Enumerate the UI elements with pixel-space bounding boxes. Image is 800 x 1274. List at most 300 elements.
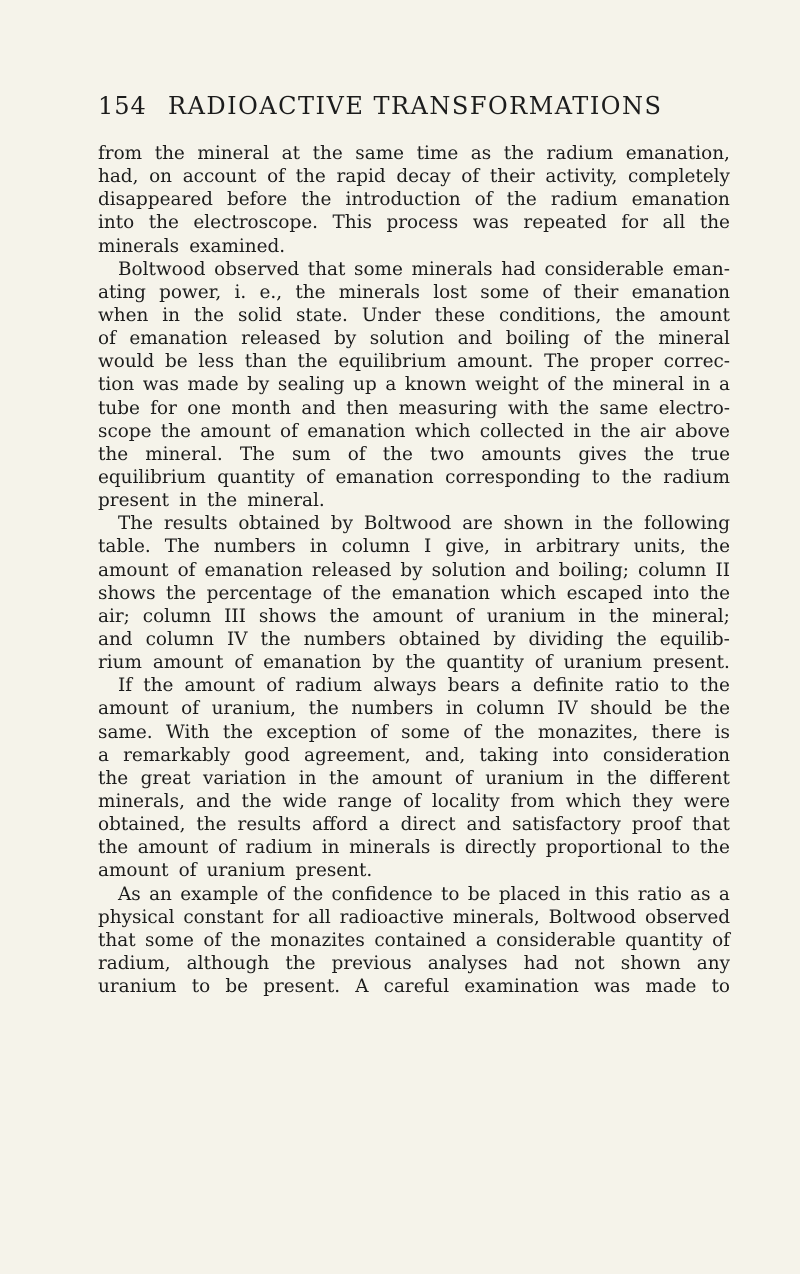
word: eman- bbox=[672, 258, 730, 280]
word: was bbox=[472, 212, 509, 234]
word: the bbox=[230, 929, 261, 951]
word: which bbox=[414, 420, 471, 442]
word: e., bbox=[259, 281, 283, 303]
word: considerable bbox=[496, 929, 616, 951]
word: proportional bbox=[545, 837, 663, 859]
text-line bbox=[98, 674, 730, 697]
word: for bbox=[621, 212, 648, 234]
word: the bbox=[143, 675, 174, 697]
word: the bbox=[559, 397, 590, 419]
word: uranium bbox=[206, 860, 286, 882]
word: from bbox=[510, 790, 555, 812]
word: would bbox=[98, 351, 155, 373]
word: emanation, bbox=[625, 143, 730, 164]
word: of bbox=[534, 652, 553, 674]
page-number: 154 bbox=[98, 92, 147, 120]
word: the bbox=[308, 698, 339, 720]
text-line bbox=[98, 165, 730, 188]
word: column bbox=[341, 536, 410, 558]
word: correc- bbox=[663, 351, 730, 373]
word: minerals, bbox=[452, 906, 540, 928]
word: some bbox=[354, 258, 403, 280]
word: radium bbox=[245, 837, 313, 859]
word: in bbox=[573, 420, 592, 442]
text-line bbox=[98, 790, 730, 813]
word: afford bbox=[312, 814, 368, 836]
word: previous bbox=[331, 952, 412, 974]
word: i. bbox=[234, 281, 247, 303]
word: quantity bbox=[217, 466, 295, 488]
text-line bbox=[98, 373, 730, 396]
word: different bbox=[649, 767, 730, 789]
word: satisfactory bbox=[512, 814, 621, 836]
word: ating bbox=[98, 281, 146, 303]
word: of bbox=[280, 420, 298, 442]
word: solution bbox=[431, 559, 507, 581]
word: following bbox=[644, 513, 730, 535]
word: mineral bbox=[612, 374, 685, 396]
text-line bbox=[98, 721, 730, 744]
word: is bbox=[714, 721, 730, 743]
word: in bbox=[321, 837, 340, 859]
word: is bbox=[439, 837, 456, 859]
word: sum bbox=[291, 443, 331, 465]
word: emanation bbox=[204, 559, 303, 581]
text-line bbox=[98, 744, 730, 767]
text-line bbox=[98, 651, 730, 674]
word: activity, bbox=[545, 166, 618, 188]
word: present. bbox=[295, 860, 373, 882]
word: monazites, bbox=[537, 721, 639, 743]
word: amount bbox=[137, 837, 209, 859]
running-title: RADIOACTIVE TRANSFORMATIONS bbox=[168, 92, 663, 120]
word: the bbox=[196, 814, 227, 836]
word: considerable bbox=[544, 258, 664, 280]
word: the bbox=[405, 652, 436, 674]
word: in bbox=[504, 536, 522, 558]
word: less bbox=[198, 351, 235, 373]
word: all bbox=[662, 212, 686, 234]
word: amount bbox=[372, 605, 443, 627]
word: of bbox=[306, 466, 325, 488]
word: If bbox=[118, 675, 133, 697]
word: which bbox=[500, 582, 557, 604]
word: and bbox=[301, 397, 336, 419]
word: to bbox=[591, 466, 611, 488]
word: IV bbox=[557, 698, 578, 720]
word: of bbox=[547, 374, 566, 396]
word: minerals bbox=[411, 258, 493, 280]
text-line bbox=[98, 975, 730, 998]
word: this bbox=[594, 883, 630, 905]
word: introduction bbox=[345, 189, 461, 211]
word: taking bbox=[479, 744, 539, 766]
word: rapid bbox=[336, 166, 386, 188]
text-line bbox=[98, 952, 730, 975]
word: the bbox=[98, 767, 129, 789]
word: consideration bbox=[602, 744, 730, 766]
word: amount. bbox=[456, 351, 534, 373]
word: of bbox=[474, 189, 493, 211]
word: dividing bbox=[528, 628, 604, 650]
word: placed bbox=[498, 883, 561, 905]
word: quantity bbox=[625, 929, 703, 951]
word: into bbox=[653, 582, 690, 604]
word: above bbox=[674, 420, 730, 442]
word: of bbox=[403, 790, 421, 812]
word: IV bbox=[226, 628, 248, 650]
word: account bbox=[182, 166, 257, 188]
word: of bbox=[712, 929, 730, 951]
word: the bbox=[241, 790, 272, 812]
word: repeated bbox=[523, 212, 607, 234]
word: were bbox=[683, 790, 730, 812]
word: emanation bbox=[631, 281, 730, 303]
word: boiling; bbox=[558, 559, 629, 581]
word: table. bbox=[98, 536, 151, 558]
word: minerals bbox=[98, 235, 180, 257]
text-line bbox=[98, 929, 730, 952]
text-line bbox=[98, 605, 730, 628]
word: measuring bbox=[398, 397, 498, 419]
word: up bbox=[353, 374, 377, 396]
word: emanation bbox=[391, 582, 490, 604]
word: a bbox=[378, 814, 390, 836]
word: Boltwood bbox=[118, 258, 206, 280]
text-line bbox=[98, 188, 730, 211]
text-line bbox=[98, 559, 730, 582]
word: contained bbox=[374, 929, 467, 951]
word: amount bbox=[659, 304, 730, 326]
word: Boltwood bbox=[548, 906, 637, 928]
word: these bbox=[434, 304, 486, 326]
word: two bbox=[429, 443, 465, 465]
text-line bbox=[98, 466, 730, 489]
word: the bbox=[614, 328, 645, 350]
word: The bbox=[544, 351, 580, 373]
word: column bbox=[142, 605, 212, 627]
word: The bbox=[118, 513, 153, 535]
word: shows bbox=[98, 582, 156, 604]
word: the bbox=[699, 837, 730, 859]
word: results bbox=[237, 814, 302, 836]
word: of bbox=[347, 443, 366, 465]
word: shows bbox=[258, 605, 317, 627]
word: radium bbox=[663, 466, 730, 488]
word: from bbox=[98, 143, 143, 164]
word: by bbox=[400, 559, 423, 581]
text-line bbox=[98, 535, 730, 558]
word: the bbox=[154, 143, 185, 164]
word: good bbox=[244, 744, 290, 766]
word: agreement, bbox=[304, 744, 411, 766]
word: minerals, bbox=[98, 790, 185, 812]
word: uranium, bbox=[211, 698, 297, 720]
word: on bbox=[149, 166, 173, 188]
word: directly bbox=[464, 837, 537, 859]
word: proof bbox=[631, 814, 682, 836]
word: column bbox=[476, 698, 545, 720]
word: in bbox=[179, 490, 197, 512]
word: solid bbox=[238, 304, 283, 326]
word: of bbox=[267, 166, 285, 188]
word: mineral; bbox=[652, 605, 730, 627]
word: to bbox=[670, 675, 689, 697]
word: units, bbox=[633, 536, 686, 558]
text-line bbox=[98, 235, 730, 258]
word: of bbox=[177, 559, 196, 581]
word: definite bbox=[532, 675, 604, 697]
word: sealing bbox=[277, 374, 345, 396]
word: observed bbox=[214, 258, 300, 280]
word: radium bbox=[546, 143, 614, 164]
word: same bbox=[599, 397, 649, 419]
word: boiling bbox=[505, 328, 570, 350]
word: any bbox=[696, 952, 730, 974]
word: and bbox=[457, 328, 493, 350]
word: the bbox=[616, 628, 647, 650]
word: obtained, bbox=[98, 814, 186, 836]
word: in bbox=[162, 304, 180, 326]
word: in bbox=[576, 767, 595, 789]
word: the bbox=[260, 628, 291, 650]
word: they bbox=[632, 790, 673, 812]
word: of bbox=[234, 652, 253, 674]
text-line bbox=[98, 512, 730, 535]
word: uranium bbox=[563, 652, 643, 674]
word: of bbox=[369, 721, 388, 743]
word: time bbox=[416, 143, 459, 164]
word: radioactive bbox=[339, 906, 444, 928]
word: the bbox=[600, 420, 631, 442]
word: radium bbox=[550, 189, 618, 211]
word: percentage bbox=[206, 582, 313, 604]
word: numbers bbox=[351, 698, 434, 720]
word: known bbox=[404, 374, 467, 396]
word: released bbox=[241, 328, 321, 350]
word: the bbox=[699, 582, 730, 604]
word: as bbox=[690, 883, 711, 905]
word: emanation bbox=[307, 420, 406, 442]
word: escaped bbox=[566, 582, 643, 604]
word: the bbox=[329, 605, 360, 627]
word: amount bbox=[200, 420, 271, 442]
word: a bbox=[718, 374, 730, 396]
word: a bbox=[718, 883, 730, 905]
word: the bbox=[573, 374, 604, 396]
text-line bbox=[98, 628, 730, 651]
word: to bbox=[441, 883, 460, 905]
word: the bbox=[295, 166, 326, 188]
word: are bbox=[462, 513, 493, 535]
text-line bbox=[98, 281, 730, 304]
word: same bbox=[355, 143, 405, 164]
word: month bbox=[231, 397, 292, 419]
word: As bbox=[118, 883, 141, 905]
word: equilibrium bbox=[98, 466, 206, 488]
word: scope bbox=[98, 420, 152, 442]
word: numbers bbox=[213, 536, 296, 558]
word: completely bbox=[628, 166, 730, 188]
word: remarkably bbox=[123, 744, 231, 766]
word: which bbox=[565, 790, 622, 812]
word: column bbox=[638, 559, 707, 581]
word: rium bbox=[98, 652, 142, 674]
word: amount bbox=[98, 559, 169, 581]
word: some bbox=[145, 929, 194, 951]
word: present. bbox=[653, 652, 730, 674]
word: ratio bbox=[637, 883, 682, 905]
word: in bbox=[309, 536, 328, 558]
word: amounts bbox=[481, 443, 562, 465]
word: some bbox=[401, 721, 450, 743]
word: amount bbox=[371, 767, 443, 789]
word: solution bbox=[369, 328, 445, 350]
word: amount bbox=[98, 698, 169, 720]
word: at bbox=[281, 143, 301, 164]
text-line bbox=[98, 304, 730, 327]
word: careful bbox=[383, 976, 450, 998]
word: to bbox=[191, 976, 211, 998]
word: the bbox=[193, 304, 225, 326]
word: a bbox=[385, 374, 397, 396]
word: by bbox=[334, 328, 357, 350]
word: shown bbox=[503, 513, 564, 535]
word: With bbox=[165, 721, 210, 743]
word: one bbox=[187, 397, 222, 419]
word: bears bbox=[447, 675, 500, 697]
word: same. bbox=[98, 721, 153, 743]
word: of bbox=[178, 860, 197, 882]
word: in bbox=[445, 698, 464, 720]
word: minerals bbox=[349, 837, 431, 859]
word: lost bbox=[433, 281, 467, 303]
word: constant bbox=[183, 906, 264, 928]
word: with bbox=[507, 397, 549, 419]
word: in bbox=[568, 883, 587, 905]
word: had bbox=[501, 258, 536, 280]
word: had, bbox=[98, 166, 139, 188]
word: present bbox=[98, 490, 170, 512]
word: confidence bbox=[331, 883, 433, 905]
word: weight bbox=[475, 374, 539, 396]
word: by bbox=[372, 652, 395, 674]
word: exception bbox=[266, 721, 357, 743]
word: disappeared bbox=[98, 189, 213, 211]
word: the bbox=[148, 212, 179, 234]
word: of bbox=[98, 328, 116, 350]
word: the bbox=[494, 721, 525, 743]
word: amount bbox=[152, 652, 224, 674]
word: emanation bbox=[335, 466, 434, 488]
word: by bbox=[330, 513, 353, 535]
word: the bbox=[329, 767, 360, 789]
word: be bbox=[664, 698, 688, 720]
word: of bbox=[181, 698, 200, 720]
word: arbitrary bbox=[535, 536, 620, 558]
word: the bbox=[295, 281, 326, 303]
word: the bbox=[382, 443, 413, 465]
word: made bbox=[645, 976, 697, 998]
word: obtained bbox=[238, 513, 320, 535]
word: in bbox=[298, 767, 317, 789]
word: process bbox=[386, 212, 459, 234]
word: and bbox=[515, 559, 550, 581]
word: monazites bbox=[270, 929, 365, 951]
word: tube bbox=[98, 397, 140, 419]
word: numbers bbox=[303, 628, 386, 650]
word: the bbox=[98, 837, 129, 859]
word: of bbox=[454, 767, 473, 789]
word: locality bbox=[431, 790, 500, 812]
word: the bbox=[603, 513, 634, 535]
body-text bbox=[98, 142, 730, 998]
word: Under bbox=[361, 304, 421, 326]
word: shown bbox=[620, 952, 681, 974]
word: great bbox=[140, 767, 191, 789]
word: there bbox=[651, 721, 702, 743]
word: an bbox=[149, 883, 172, 905]
text-line bbox=[98, 258, 730, 281]
word: corresponding bbox=[445, 466, 581, 488]
word: than bbox=[244, 351, 287, 373]
text-line bbox=[98, 813, 730, 836]
word: decay bbox=[396, 166, 451, 188]
word: uranium bbox=[485, 767, 564, 789]
word: observed bbox=[644, 906, 730, 928]
word: as bbox=[470, 143, 492, 164]
word: in bbox=[574, 513, 593, 535]
word: gives bbox=[578, 443, 627, 465]
word: state. bbox=[295, 304, 348, 326]
word: wide bbox=[282, 790, 327, 812]
word: for bbox=[150, 397, 177, 419]
word: obtained bbox=[398, 628, 481, 650]
word: the bbox=[285, 952, 316, 974]
word: the bbox=[98, 443, 129, 465]
word: the bbox=[160, 420, 191, 442]
text-line bbox=[98, 420, 730, 443]
word: This bbox=[332, 212, 372, 234]
word: electro- bbox=[658, 397, 730, 419]
word: column bbox=[145, 628, 214, 650]
word: be bbox=[165, 351, 188, 373]
word: the bbox=[351, 582, 382, 604]
word: into bbox=[552, 744, 589, 766]
word: of bbox=[266, 675, 285, 697]
word: and bbox=[98, 628, 133, 650]
word: mineral. bbox=[145, 443, 223, 465]
word: a bbox=[475, 929, 487, 951]
text-line bbox=[98, 443, 730, 466]
word: for bbox=[272, 906, 300, 928]
word: I bbox=[423, 536, 432, 558]
word: emanation bbox=[129, 328, 228, 350]
word: ratio bbox=[614, 675, 660, 697]
word: the bbox=[312, 143, 343, 164]
word: collected bbox=[479, 420, 565, 442]
word: of bbox=[455, 605, 474, 627]
word: conditions, bbox=[498, 304, 602, 326]
word: by bbox=[247, 374, 270, 396]
text-line bbox=[98, 582, 730, 605]
text-line bbox=[98, 883, 730, 906]
word: emanation bbox=[631, 189, 730, 211]
word: in bbox=[578, 605, 596, 627]
text-line bbox=[98, 489, 730, 512]
word: radium, bbox=[98, 952, 171, 974]
word: true bbox=[691, 443, 730, 465]
